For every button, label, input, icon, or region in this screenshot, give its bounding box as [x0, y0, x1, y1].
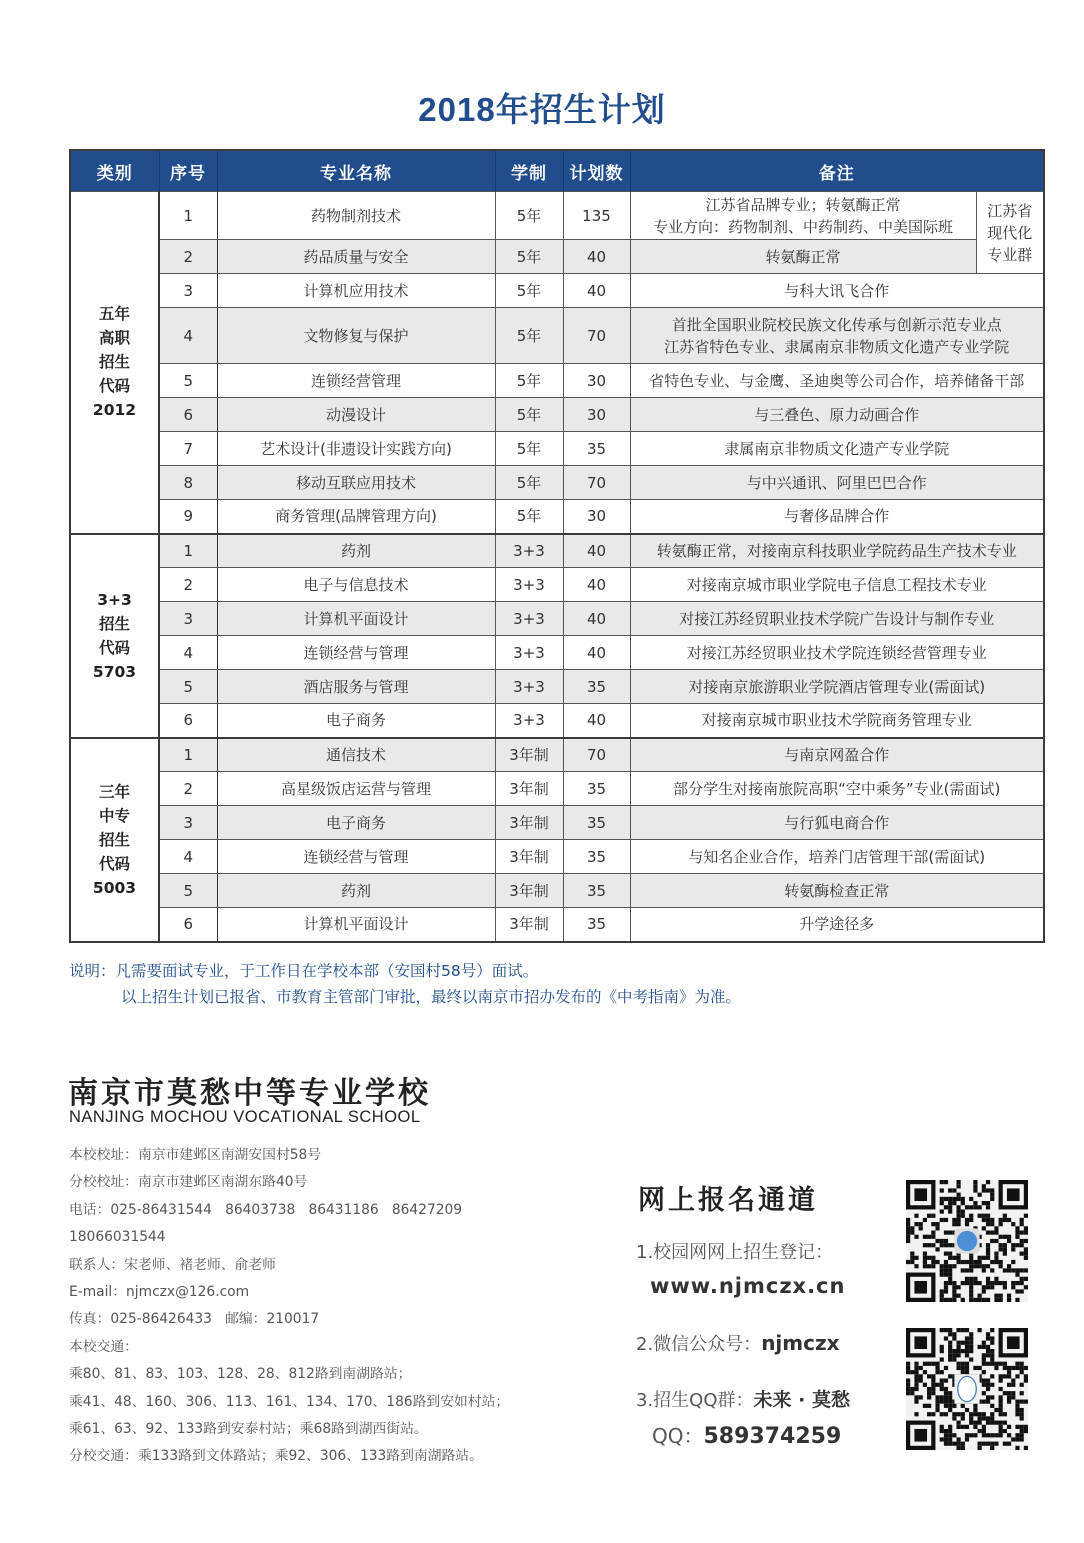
- remark-line: 与科大讯飞合作: [784, 281, 890, 300]
- group-note-line: 江苏省: [987, 201, 1033, 220]
- table-row: [70, 806, 1044, 840]
- seq-cell: 5: [159, 364, 217, 398]
- major-name-cell: 计算机应用技术: [217, 274, 495, 308]
- remark-cell: [630, 364, 1044, 398]
- website-link[interactable]: www.njmczx.cn: [650, 1274, 846, 1298]
- duration-cell: 5年: [495, 432, 563, 466]
- category-line: 2012: [92, 401, 137, 420]
- quota-cell: 40: [563, 568, 630, 602]
- quota-cell: 35: [563, 670, 630, 704]
- remark-line: 与南京网盈合作: [784, 745, 890, 764]
- info-transport-2: 乘41、48、160、306、113、161、134、170、186路到安如村站；: [69, 1393, 510, 1410]
- major-name-cell: 药剂: [217, 534, 495, 568]
- seq-cell: 6: [159, 398, 217, 432]
- duration-cell: 3年制: [495, 806, 563, 840]
- info-branch-address: 分校校址：南京市建邺区南湖东路40号: [69, 1174, 308, 1191]
- remark-cell: [630, 240, 976, 274]
- online-registration-title: 网上报名通道: [638, 1185, 818, 1216]
- remark-line: 与三叠色、原力动画合作: [754, 405, 920, 424]
- seq-cell: 5: [159, 670, 217, 704]
- category-line: 高职: [98, 329, 130, 348]
- category-line: 3+3: [97, 590, 132, 609]
- remark-cell: [630, 636, 1044, 670]
- qq-qr-code-icon: [906, 1328, 1028, 1450]
- seq-cell: 1: [159, 192, 217, 240]
- remark-cell: [630, 192, 976, 240]
- remark-line: 江苏省品牌专业；转氨酶正常: [705, 195, 901, 214]
- quota-cell: 35: [563, 840, 630, 874]
- major-name-cell: 药物制剂技术: [217, 192, 495, 240]
- remark-cell: [630, 534, 1044, 568]
- remark-line: 与中兴通讯、阿里巴巴合作: [746, 473, 927, 492]
- remark-cell: [630, 772, 1044, 806]
- remark-line: 升学途径多: [799, 915, 875, 934]
- seq-cell: 4: [159, 636, 217, 670]
- major-name-cell: 艺术设计(非遗设计实践方向): [217, 432, 495, 466]
- remark-cell: [630, 568, 1044, 602]
- header-major: 专业名称: [217, 150, 495, 192]
- online-item-qq-number: [652, 1420, 841, 1449]
- qq-group-label: 3.招生QQ群：: [636, 1390, 754, 1411]
- table-row: [70, 432, 1044, 466]
- remark-cell: [630, 840, 1044, 874]
- header-category: 类别: [70, 150, 159, 192]
- duration-cell: 3年制: [495, 908, 563, 942]
- remark-line: 部分学生对接南旅院高职“空中乘务”专业(需面试): [673, 779, 1001, 798]
- table-row: [70, 738, 1044, 772]
- major-name-cell: 连锁经营管理: [217, 364, 495, 398]
- quota-cell: 70: [563, 738, 630, 772]
- table-row: [70, 274, 1044, 308]
- remark-cell: [630, 738, 1044, 772]
- quota-cell: 35: [563, 432, 630, 466]
- seq-cell: 7: [159, 432, 217, 466]
- remark-line: 与知名企业合作，培养门店管理干部(需面试): [688, 847, 986, 866]
- remark-line: 省特色专业、与金鹰、圣迪奥等公司合作，培养储备干部: [649, 371, 1025, 390]
- major-name-cell: 酒店服务与管理: [217, 670, 495, 704]
- major-name-cell: 连锁经营与管理: [217, 840, 495, 874]
- seq-cell: 6: [159, 908, 217, 942]
- table-header-row: [70, 150, 1044, 192]
- remark-line: 隶属南京非物质文化遗产专业学院: [724, 439, 950, 458]
- table-row: [70, 636, 1044, 670]
- major-name-cell: 动漫设计: [217, 398, 495, 432]
- table-row: [70, 534, 1044, 568]
- seq-cell: 2: [159, 568, 217, 602]
- info-transport-1: 乘80、81、83、103、128、28、812路到南湖路站；: [69, 1366, 412, 1383]
- remark-cell: [630, 432, 1044, 466]
- page-title: 2018年招生计划: [418, 91, 666, 128]
- school-name-en: NANJING MOCHOU VOCATIONAL SCHOOL: [69, 1108, 421, 1126]
- category-cell: [70, 192, 159, 534]
- table-row: [70, 670, 1044, 704]
- group-note-line: 现代化: [987, 223, 1033, 242]
- quota-cell: 40: [563, 602, 630, 636]
- website-qr-code-icon: [906, 1180, 1028, 1302]
- major-name-cell: 高星级饭店运营与管理: [217, 772, 495, 806]
- info-mobile: 18066031544: [69, 1229, 166, 1246]
- online-item-website-label: 1.校园网网上招生登记：: [636, 1242, 834, 1263]
- header-remark: 备注: [630, 150, 1044, 192]
- remark-line: 专业方向：药物制剂、中药制药、中美国际班: [652, 217, 953, 236]
- duration-cell: 5年: [495, 500, 563, 534]
- table-row: [70, 840, 1044, 874]
- duration-cell: 3年制: [495, 772, 563, 806]
- table-row: [70, 364, 1044, 398]
- duration-cell: 5年: [495, 466, 563, 500]
- note-line-1: 说明：凡需要面试专业，于工作日在学校本部（安国村58号）面试。: [69, 962, 539, 980]
- quota-cell: 135: [563, 192, 630, 240]
- remark-cell: [630, 704, 1044, 738]
- seq-cell: 6: [159, 704, 217, 738]
- school-contact-info: [69, 1142, 509, 1471]
- remark-line: 与奢侈品牌合作: [784, 507, 890, 526]
- category-line: 中专: [98, 806, 130, 825]
- seq-cell: 2: [159, 772, 217, 806]
- major-name-cell: 电子商务: [217, 704, 495, 738]
- remark-cell: [630, 908, 1044, 942]
- table-row: [70, 308, 1044, 364]
- table-row: [70, 192, 1044, 240]
- quota-cell: 35: [563, 874, 630, 908]
- table-row: [70, 874, 1044, 908]
- quota-cell: 70: [563, 466, 630, 500]
- seq-cell: 4: [159, 840, 217, 874]
- group-note-line: 专业群: [987, 245, 1033, 264]
- major-name-cell: 通信技术: [217, 738, 495, 772]
- category-line: 五年: [98, 305, 130, 324]
- remark-line: 对接南京旅游职业学院酒店管理专业(需面试): [688, 677, 986, 696]
- category-line: 代码: [98, 638, 130, 657]
- seq-cell: 2: [159, 240, 217, 274]
- duration-cell: 3+3: [495, 602, 563, 636]
- remark-line: 转氨酶正常: [765, 247, 841, 266]
- major-name-cell: 商务管理(品牌管理方向): [217, 500, 495, 534]
- quota-cell: 70: [563, 308, 630, 364]
- seq-cell: 9: [159, 500, 217, 534]
- major-name-cell: 连锁经营与管理: [217, 636, 495, 670]
- table-row: [70, 398, 1044, 432]
- quota-cell: 40: [563, 274, 630, 308]
- category-line: 招生: [98, 353, 130, 372]
- major-name-cell: 计算机平面设计: [217, 602, 495, 636]
- header-duration: 学制: [495, 150, 563, 192]
- table-row: [70, 240, 1044, 274]
- qq-label: QQ：: [652, 1424, 704, 1448]
- duration-cell: 5年: [495, 192, 563, 240]
- info-transport-title: 本校交通：: [69, 1338, 138, 1355]
- info-contacts: 联系人：宋老师、褚老师、俞老师: [69, 1256, 276, 1273]
- info-transport-3: 乘61、63、92、133路到安泰村站；乘68路到湖西街站。: [69, 1420, 428, 1437]
- table-row: [70, 568, 1044, 602]
- duration-cell: 3+3: [495, 704, 563, 738]
- category-line: 招生: [98, 830, 130, 849]
- quota-cell: 40: [563, 636, 630, 670]
- remark-line: 与行狐电商合作: [784, 813, 890, 832]
- category-line: 5703: [92, 662, 137, 681]
- remark-line: 对接江苏经贸职业技术学院广告设计与制作专业: [679, 609, 995, 628]
- table-row: [70, 500, 1044, 534]
- category-line: 代码: [98, 854, 130, 873]
- table-row: [70, 602, 1044, 636]
- quota-cell: 35: [563, 908, 630, 942]
- remark-cell: [630, 500, 1044, 534]
- seq-cell: 3: [159, 602, 217, 636]
- remark-cell: [630, 398, 1044, 432]
- seq-cell: 3: [159, 806, 217, 840]
- seq-cell: 5: [159, 874, 217, 908]
- seq-cell: 3: [159, 274, 217, 308]
- duration-cell: 3+3: [495, 670, 563, 704]
- duration-cell: 5年: [495, 398, 563, 432]
- seq-cell: 1: [159, 738, 217, 772]
- table-row: [70, 772, 1044, 806]
- online-item-qq-group: [636, 1385, 850, 1412]
- remark-line: 首批全国职业院校民族文化传承与创新示范专业点: [671, 315, 1002, 334]
- remark-line: 转氨酶检查正常: [784, 881, 890, 900]
- major-name-cell: 计算机平面设计: [217, 908, 495, 942]
- major-name-cell: 电子商务: [217, 806, 495, 840]
- remark-cell: [630, 466, 1044, 500]
- header-seq: 序号: [159, 150, 217, 192]
- duration-cell: 5年: [495, 240, 563, 274]
- duration-cell: 3年制: [495, 840, 563, 874]
- duration-cell: 3+3: [495, 636, 563, 670]
- duration-cell: 3年制: [495, 874, 563, 908]
- category-line: 三年: [98, 782, 130, 801]
- remark-cell: [630, 274, 1044, 308]
- duration-cell: 3+3: [495, 534, 563, 568]
- duration-cell: 5年: [495, 274, 563, 308]
- major-name-cell: 文物修复与保护: [217, 308, 495, 364]
- quota-cell: 30: [563, 364, 630, 398]
- header-quota: 计划数: [563, 150, 630, 192]
- table-row: [70, 466, 1044, 500]
- remark-line: 对接南京城市职业学院电子信息工程技术专业: [686, 575, 987, 594]
- remark-cell: [630, 670, 1044, 704]
- seq-cell: 1: [159, 534, 217, 568]
- remark-cell: [630, 806, 1044, 840]
- info-fax-postcode: 传真：025-86426433 邮编：210017: [69, 1311, 320, 1328]
- quota-cell: 30: [563, 500, 630, 534]
- duration-cell: 3+3: [495, 568, 563, 602]
- category-cell: [70, 534, 159, 738]
- wechat-label: 2.微信公众号：: [636, 1334, 762, 1355]
- quota-cell: 40: [563, 704, 630, 738]
- quota-cell: 35: [563, 806, 630, 840]
- quota-cell: 35: [563, 772, 630, 806]
- remark-cell: [630, 874, 1044, 908]
- seq-cell: 8: [159, 466, 217, 500]
- table-row: [70, 908, 1044, 942]
- enrollment-plan-table: [69, 149, 1045, 943]
- category-cell: [70, 738, 159, 942]
- school-name-cn: 南京市莫愁中等专业学校: [68, 1076, 431, 1111]
- category-line: 5003: [92, 878, 137, 897]
- group-note-cell: [976, 192, 1044, 274]
- remark-line: 江苏省特色专业、隶属南京非物质文化遗产专业学院: [664, 337, 1010, 356]
- category-line: 代码: [98, 377, 130, 396]
- remark-cell: [630, 602, 1044, 636]
- remark-line: 对接江苏经贸职业技术学院连锁经营管理专业: [686, 643, 987, 662]
- duration-cell: 5年: [495, 364, 563, 398]
- quota-cell: 40: [563, 534, 630, 568]
- remark-cell: [630, 308, 1044, 364]
- major-name-cell: 药品质量与安全: [217, 240, 495, 274]
- category-line: 招生: [98, 614, 130, 633]
- wechat-account: njmczx: [761, 1331, 840, 1355]
- table-row: [70, 704, 1044, 738]
- seq-cell: 4: [159, 308, 217, 364]
- info-branch-transport: 分校交通：乘133路到文体路站；乘92、306、133路到南湖路站。: [69, 1448, 483, 1465]
- remark-line: 对接南京城市职业技术学院商务管理专业: [701, 711, 972, 730]
- online-item-wechat: [636, 1330, 840, 1356]
- major-name-cell: 药剂: [217, 874, 495, 908]
- info-main-address: 本校校址：南京市建邺区南湖安国村58号: [69, 1147, 322, 1163]
- explanation-note: [69, 958, 741, 1010]
- note-line-2: 以上招生计划已报省、市教育主管部门审批，最终以南京市招办发布的《中考指南》为准。: [121, 988, 742, 1006]
- major-name-cell: 电子与信息技术: [217, 568, 495, 602]
- info-email: E-mail：njmczx@126.com: [69, 1283, 250, 1300]
- remark-line: 转氨酶正常，对接南京科技职业学院药品生产技术专业: [656, 541, 1017, 560]
- major-name-cell: 移动互联应用技术: [217, 466, 495, 500]
- duration-cell: 3年制: [495, 738, 563, 772]
- qq-number: 589374259: [703, 1424, 842, 1449]
- duration-cell: 5年: [495, 308, 563, 364]
- qq-group-name: 未来 · 莫愁: [753, 1389, 850, 1411]
- info-phone: 电话：025-86431544 86403738 86431186 86427209: [69, 1201, 463, 1218]
- quota-cell: 40: [563, 240, 630, 274]
- quota-cell: 30: [563, 398, 630, 432]
